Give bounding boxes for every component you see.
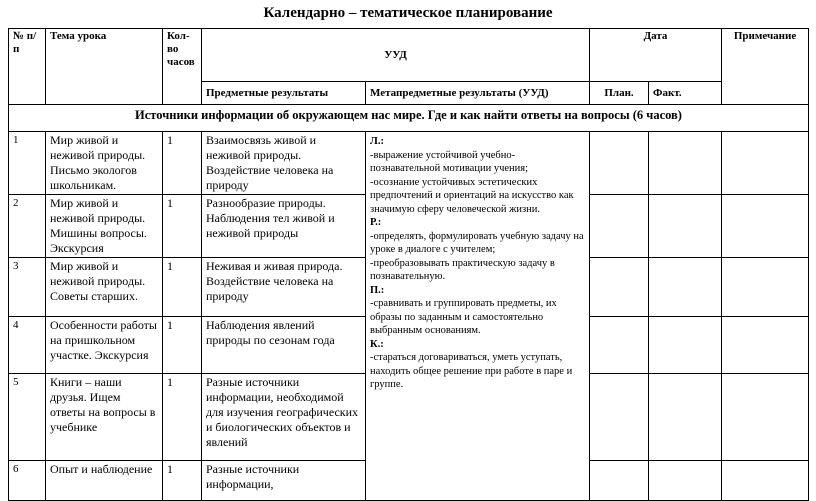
meta-line: -определять, формулировать учебную задачу на уроке в диалоге с учителем; <box>370 230 584 255</box>
row-subject: Взаимосвязь живой и неживой природы. Воздействие человека на природу <box>202 132 366 195</box>
row-plan <box>590 258 649 317</box>
row-plan <box>590 461 649 501</box>
row-num: 6 <box>9 461 46 501</box>
row-plan <box>590 195 649 258</box>
page-title: Календарно – тематическое планирование <box>263 5 553 21</box>
meta-label-k: К.: <box>370 338 384 350</box>
row-topic: Мир живой и неживой природы. Советы старших. <box>46 258 163 317</box>
row-hours: 1 <box>163 461 202 501</box>
row-num: 2 <box>9 195 46 258</box>
row-plan <box>590 317 649 374</box>
row-note <box>722 374 809 461</box>
row-subject: Разные источники информации, <box>202 461 366 501</box>
planning-table <box>8 28 809 501</box>
header-date: Дата <box>590 29 722 82</box>
row-subject: Разные источники информации, необходимой для изучения географических и биологических объектов и явлений <box>202 374 366 461</box>
meta-line: -преобразовывать практическую задачу в познавательную. <box>370 257 555 282</box>
row-fact <box>649 461 722 501</box>
header-uud: УУД <box>202 29 590 82</box>
row-hours: 1 <box>163 374 202 461</box>
row-num: 1 <box>9 132 46 195</box>
row-note <box>722 195 809 258</box>
row-fact <box>649 317 722 374</box>
meta-line: -сравнивать и группировать предметы, их образы по заданным и самостоятельно выбранным основаниям. <box>370 298 557 336</box>
row-note <box>722 317 809 374</box>
row-note <box>722 258 809 317</box>
section-row <box>9 105 809 132</box>
row-topic: Особенности работы на пришкольном участке. Экскурсия <box>46 317 163 374</box>
row-hours: 1 <box>163 258 202 317</box>
row-subject: Неживая и живая природа. Воздействие человека на природу <box>202 258 366 317</box>
row-plan <box>590 374 649 461</box>
row-fact <box>649 132 722 195</box>
row-subject: Разнообразие природы. Наблюдения тел живой и неживой природы <box>202 195 366 258</box>
row-fact <box>649 195 722 258</box>
meta-line: -выражение устойчивой учебно-познавательной мотивации учения; <box>370 149 528 174</box>
row-note <box>722 461 809 501</box>
row-topic: Книги – наши друзья. Ищем ответы на вопросы в учебнике <box>46 374 163 461</box>
row-subject: Наблюдения явлений природы по сезонам года <box>202 317 366 374</box>
meta-label-p: П.: <box>370 284 385 296</box>
row-topic: Мир живой и неживой природы. Мишины вопросы. Экскурсия <box>46 195 163 258</box>
row-num: 5 <box>9 374 46 461</box>
row-note <box>722 132 809 195</box>
meta-line: -стараться договариваться, уметь уступать, находить общее решение при работе в паре и группе. <box>370 352 573 390</box>
row-hours: 1 <box>163 132 202 195</box>
header-hours: Кол-во часов <box>163 29 202 105</box>
header-num: № п/п <box>9 29 46 105</box>
row-num: 4 <box>9 317 46 374</box>
row-num: 3 <box>9 258 46 317</box>
meta-label-l: Л.: <box>370 136 384 147</box>
meta-results-cell <box>366 132 590 501</box>
header-topic: Тема урока <box>46 29 163 105</box>
meta-line: -осознание устойчивых эстетических предпочтений и ориентаций на искусство как значимую сферу человеческой жизни. <box>370 176 574 215</box>
row-topic: Опыт и наблюдение <box>46 461 163 501</box>
row-plan <box>590 132 649 195</box>
meta-label-r: Р.: <box>370 217 382 228</box>
row-hours: 1 <box>163 195 202 258</box>
table-row <box>9 132 809 195</box>
row-topic: Мир живой и неживой природы. Письмо экологов школьникам. <box>46 132 163 195</box>
header-meta-results: Метапредметные результаты (УУД) <box>366 82 590 105</box>
row-fact <box>649 258 722 317</box>
header-fact: Факт. <box>649 82 722 105</box>
row-hours: 1 <box>163 317 202 374</box>
header-note: Примечание <box>722 29 809 105</box>
section-title: Источники информации об окружающем нас мире. Где и как найти ответы на вопросы (6 часов) <box>9 105 809 132</box>
row-fact <box>649 374 722 461</box>
header-row <box>9 29 809 82</box>
header-plan: План. <box>590 82 649 105</box>
header-subject-results: Предметные результаты <box>202 82 366 105</box>
